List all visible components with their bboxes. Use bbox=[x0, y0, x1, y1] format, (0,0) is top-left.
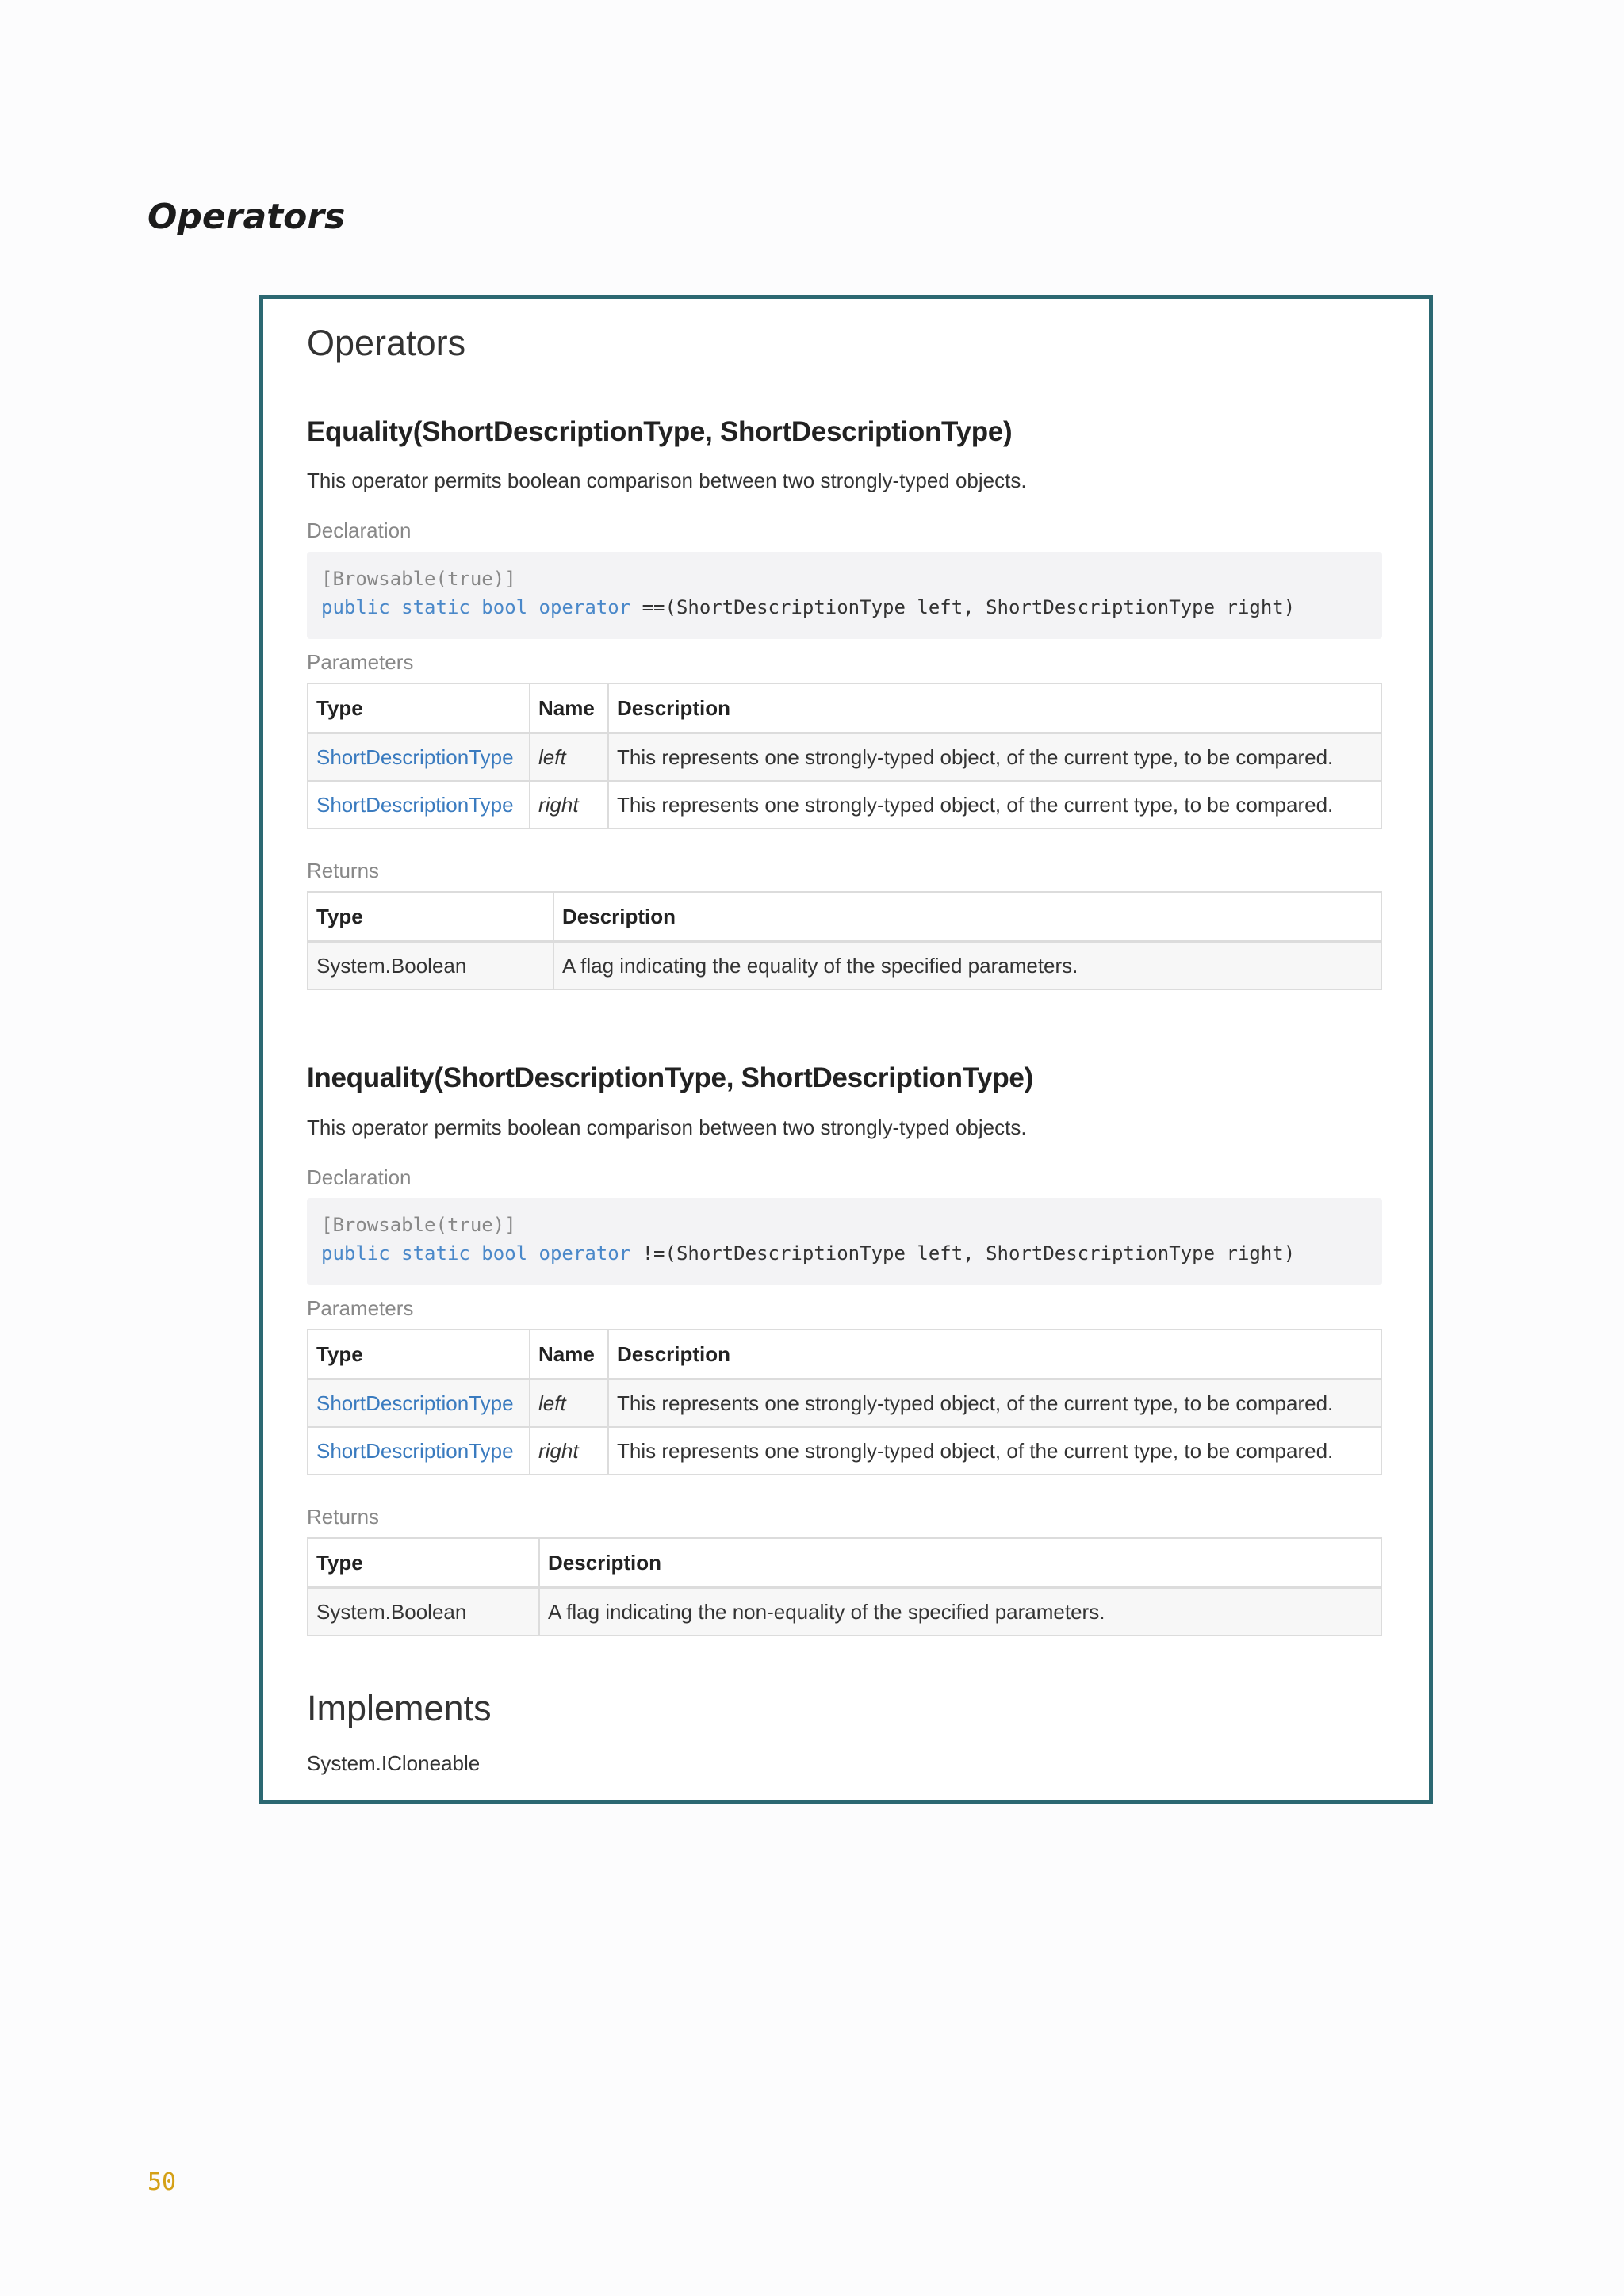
column-header-name: Name bbox=[530, 683, 608, 733]
code-signature: !=(ShortDescriptionType left, ShortDescriptionType right) bbox=[630, 1242, 1296, 1265]
column-header-type: Type bbox=[308, 1538, 539, 1588]
column-header-type: Type bbox=[308, 683, 530, 733]
implements-title: Implements bbox=[307, 1688, 492, 1728]
declaration-code-block bbox=[307, 1198, 1382, 1285]
parameters-label: Parameters bbox=[307, 1296, 414, 1320]
table-header-row bbox=[308, 683, 1381, 733]
operator-title-equality: Equality(ShortDescriptionType, ShortDescriptionType) bbox=[307, 416, 1013, 447]
parameter-description: This represents one strongly-typed object, of the current type, to be compared. bbox=[608, 1380, 1381, 1428]
parameter-description: This represents one strongly-typed object, of the current type, to be compared. bbox=[608, 1427, 1381, 1475]
code-keywords: public static bool operator bbox=[321, 596, 631, 618]
table-row bbox=[308, 733, 1381, 782]
parameter-description: This represents one strongly-typed object, of the current type, to be compared. bbox=[608, 781, 1381, 828]
operator-title-inequality: Inequality(ShortDescriptionType, ShortDescriptionType) bbox=[307, 1062, 1033, 1093]
parameter-name: left bbox=[530, 733, 608, 782]
returns-label: Returns bbox=[307, 1505, 380, 1529]
code-keywords: public static bool operator bbox=[321, 1242, 631, 1265]
return-description: A flag indicating the equality of the specified parameters. bbox=[553, 942, 1381, 990]
table-row bbox=[308, 1380, 1381, 1428]
implements-value: System.ICloneable bbox=[307, 1751, 481, 1775]
parameter-description: This represents one strongly-typed object, of the current type, to be compared. bbox=[608, 733, 1381, 782]
column-header-type: Type bbox=[308, 892, 553, 942]
documentation-frame bbox=[259, 295, 1433, 1804]
column-header-description: Description bbox=[608, 683, 1381, 733]
parameters-label: Parameters bbox=[307, 650, 414, 674]
parameters-table bbox=[307, 683, 1382, 829]
parameter-type-link[interactable]: ShortDescriptionType bbox=[308, 781, 530, 828]
operator-summary: This operator permits boolean comparison between two strongly-typed objects. bbox=[307, 469, 1027, 492]
column-header-description: Description bbox=[608, 1330, 1381, 1380]
parameters-table bbox=[307, 1329, 1382, 1475]
table-row bbox=[308, 781, 1381, 828]
page-heading: Operators bbox=[147, 197, 346, 237]
page-number: 50 bbox=[147, 2168, 177, 2196]
code-signature: ==(ShortDescriptionType left, ShortDescriptionType right) bbox=[630, 596, 1296, 618]
column-header-description: Description bbox=[553, 892, 1381, 942]
parameter-name: right bbox=[530, 1427, 608, 1475]
column-header-description: Description bbox=[539, 1538, 1381, 1588]
returns-label: Returns bbox=[307, 859, 380, 882]
column-header-type: Type bbox=[308, 1330, 530, 1380]
declaration-label: Declaration bbox=[307, 519, 412, 542]
code-attribute: [Browsable(true)] bbox=[321, 568, 516, 590]
declaration-code-block bbox=[307, 552, 1382, 639]
section-title: Operators bbox=[307, 323, 466, 363]
parameter-type-link[interactable]: ShortDescriptionType bbox=[308, 1427, 530, 1475]
return-type: System.Boolean bbox=[308, 1588, 539, 1636]
table-row bbox=[308, 1427, 1381, 1475]
declaration-label: Declaration bbox=[307, 1165, 412, 1189]
parameter-name: right bbox=[530, 781, 608, 828]
operator-summary: This operator permits boolean comparison between two strongly-typed objects. bbox=[307, 1115, 1027, 1139]
table-header-row bbox=[308, 1330, 1381, 1380]
table-header-row bbox=[308, 892, 1381, 942]
table-row bbox=[308, 942, 1381, 990]
return-description: A flag indicating the non-equality of the specified parameters. bbox=[539, 1588, 1381, 1636]
table-header-row bbox=[308, 1538, 1381, 1588]
returns-table bbox=[307, 1537, 1382, 1636]
returns-table bbox=[307, 891, 1382, 990]
table-row bbox=[308, 1588, 1381, 1636]
return-type: System.Boolean bbox=[308, 942, 553, 990]
parameter-name: left bbox=[530, 1380, 608, 1428]
column-header-name: Name bbox=[530, 1330, 608, 1380]
parameter-type-link[interactable]: ShortDescriptionType bbox=[308, 1380, 530, 1428]
code-attribute: [Browsable(true)] bbox=[321, 1214, 516, 1236]
parameter-type-link[interactable]: ShortDescriptionType bbox=[308, 733, 530, 782]
